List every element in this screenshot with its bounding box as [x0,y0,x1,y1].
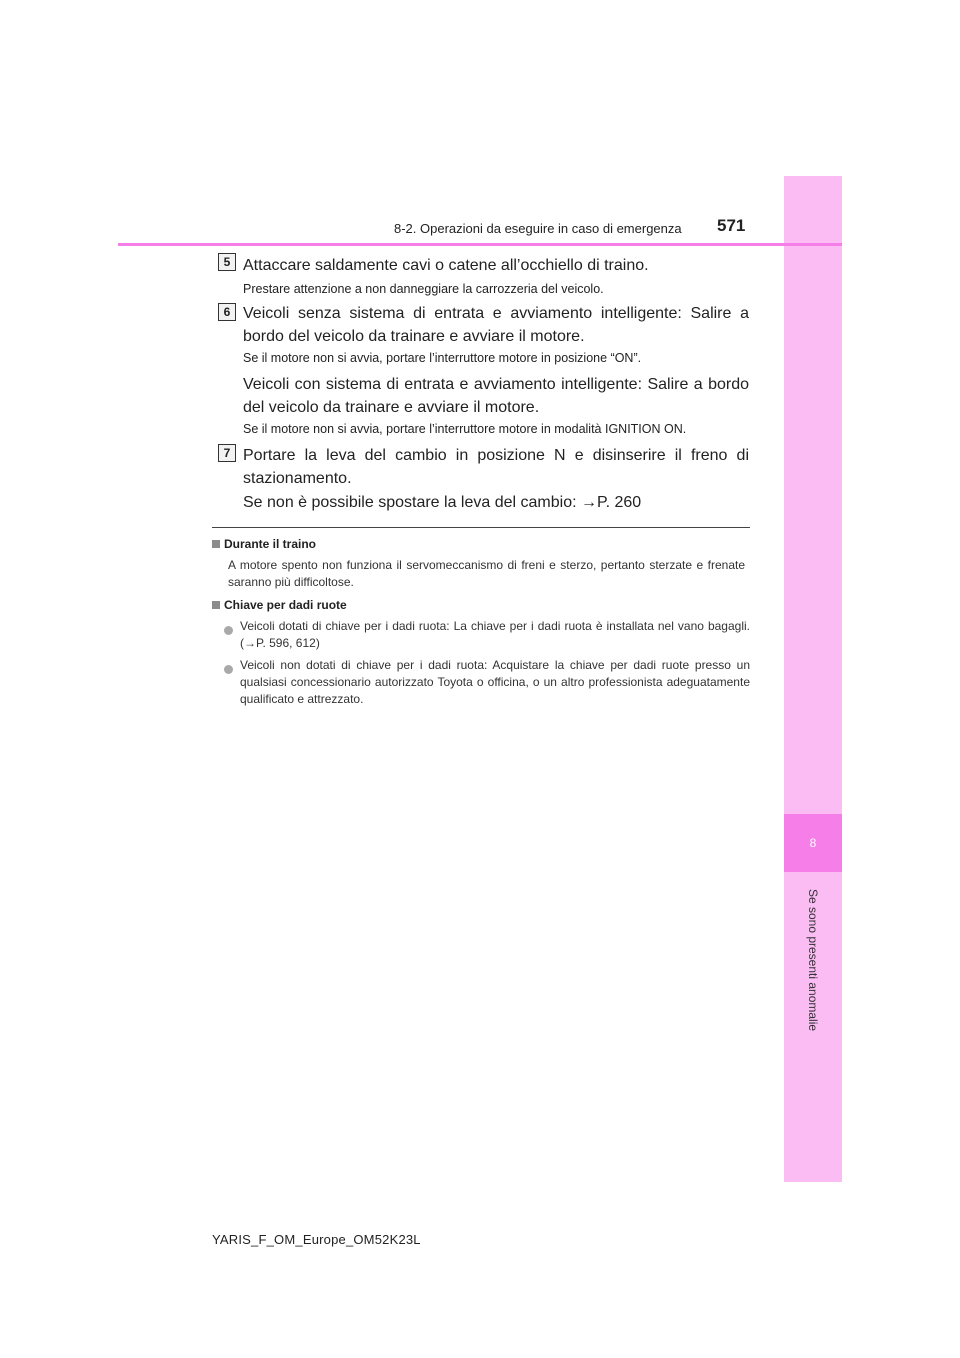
section-separator [212,527,750,528]
note-bullet-text: Veicoli dotati di chiave per i dadi ruota: La chiave per i dadi ruota è installata nel vano bagagli. (→P. 596, 612) [240,619,750,650]
step-6-note: Se il motore non si avvia, portare l’interruttore motore in posizione “ON”. [243,351,642,365]
section-title: 8-2. Operazioni da eseguire in caso di emergenza [394,221,682,236]
step-5-note: Prestare attenzione a non danneggiare la carrozzeria del veicolo. [243,282,604,296]
step-badge-7: 7 [218,444,236,462]
step-6-note-alt: Se il motore non si avvia, portare l’interruttore motore in modalità IGNITION ON. [243,422,687,436]
note-bullet-text: Veicoli non dotati di chiave per i dadi ruota: Acquistare la chiave per dadi ruote presso un qualsiasi concessionario autorizzato Toyota o officina, o un altro professionista adeguatamente qualificato e attrezzato. [240,658,750,706]
chapter-number: 8 [784,814,842,872]
circle-bullet-icon [224,661,233,679]
step-6-text: Veicoli senza sistema di entrata e avviamento intelligente: Salire a bordo del veicolo da trainare e avviare il motore. [243,305,749,345]
page-number: 571 [717,216,746,235]
step-7-reference: Se non è possibile spostare la leva del cambio: →P. 260 [243,494,642,511]
step-5-text: Attaccare saldamente cavi o catene all’occhiello di traino. [243,257,649,274]
chapter-label: Se sono presenti anomalie [806,888,820,1032]
square-bullet-icon [212,601,220,609]
document-code: YARIS_F_OM_Europe_OM52K23L [212,1232,421,1247]
note-heading [212,598,347,612]
circle-bullet-icon [224,622,233,640]
step-badge-5: 5 [218,253,236,271]
note-title-wheel-key: Chiave per dadi ruote [224,598,347,612]
step-6-text-alt: Veicoli con sistema di entrata e avviamento intelligente: Salire a bordo del veicolo da trainare e avviare il motore. [243,376,749,416]
square-bullet-icon [212,540,220,548]
note-body-towing: A motore spento non funziona il servomeccanismo di freni e sterzo, pertanto sterzate e frenate saranno più difficoltose. [228,558,745,589]
step-7-text: Portare la leva del cambio in posizione N e disinserire il freno di stazionamento. [243,447,749,487]
note-heading [212,537,316,551]
note-title-towing: Durante il traino [224,537,317,551]
step-badge-6: 6 [218,303,236,321]
chapter-side-tab [784,176,842,1182]
header-rule [118,243,842,246]
